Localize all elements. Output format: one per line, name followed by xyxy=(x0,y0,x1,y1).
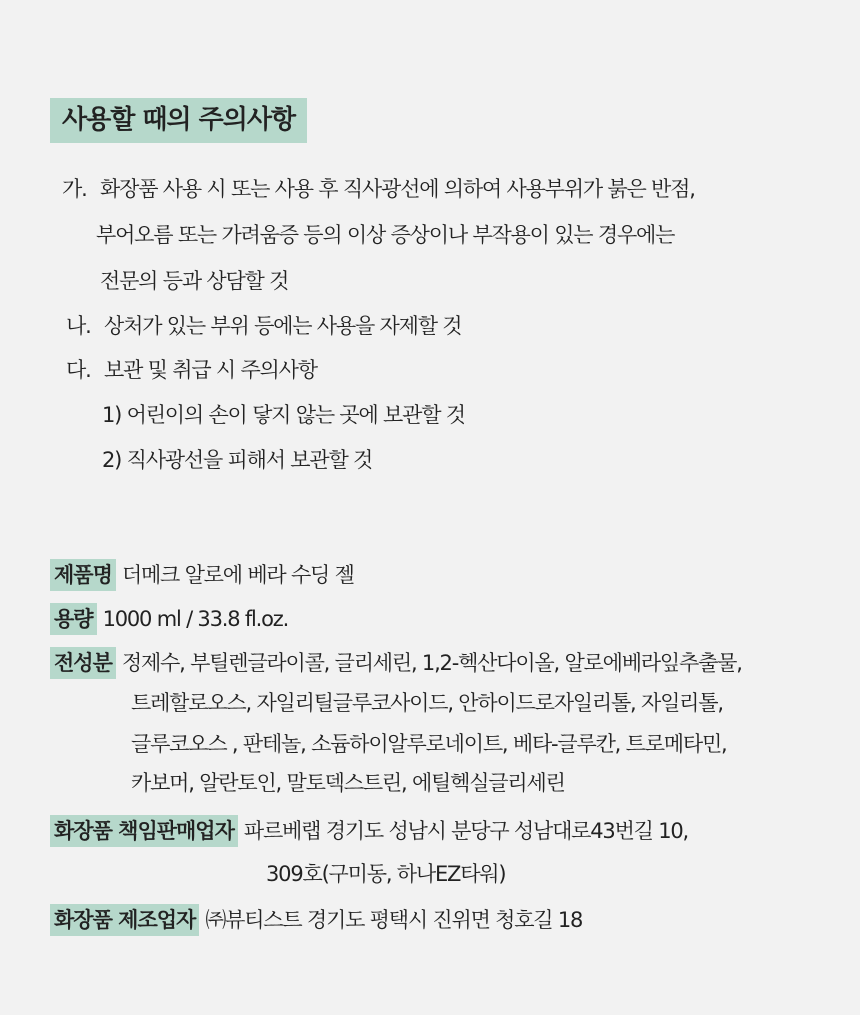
product-name-row xyxy=(50,559,354,591)
seller-address-line2: 309호(구미동, 하나EZ타워) xyxy=(266,862,506,886)
caution-item-a-line3: 전문의 등과 상담할 것 xyxy=(100,269,289,293)
caution-item-c xyxy=(66,355,317,385)
product-name-label: 제품명 xyxy=(50,559,116,591)
caution-item-a-line2: 부어오름 또는 가려움증 등의 이상 증상이나 부작용이 있는 경우에는 xyxy=(96,223,675,247)
item-marker: 나. xyxy=(66,314,91,338)
seller-row xyxy=(50,815,688,847)
volume-label: 용량 xyxy=(50,603,97,635)
seller-label: 화장품 책임판매업자 xyxy=(50,815,238,847)
caution-item-a xyxy=(62,174,695,204)
ingredients-line: 정제수, 부틸렌글라이콜, 글리세린, 1,2-헥산다이올, 알로에베라잎추출물, xyxy=(121,651,742,675)
caution-title: 사용할 때의 주의사항 xyxy=(50,98,307,143)
ingredients-row xyxy=(50,647,742,679)
ingredients-line: 글루코오스 , 판테놀, 소듐하이알루로네이트, 베타-글루칸, 트로메타민, xyxy=(131,732,727,756)
ingredients-label: 전성분 xyxy=(50,647,116,679)
item-text: 상처가 있는 부위 등에는 사용을 자제할 것 xyxy=(104,314,462,338)
item-text: 보관 및 취급 시 주의사항 xyxy=(104,358,317,382)
volume-row xyxy=(50,603,288,635)
ingredients-line: 트레할로오스, 자일리틸글루코사이드, 안하이드로자일리톨, 자일리톨, xyxy=(131,691,723,715)
caution-subitem-2: 2) 직사광선을 피해서 보관할 것 xyxy=(102,448,373,472)
item-marker: 다. xyxy=(66,358,91,382)
volume-value: 1000 ml / 33.8 fl.oz. xyxy=(102,607,289,631)
seller-address: 파르베랩 경기도 성남시 분당구 성남대로43번길 10, xyxy=(243,819,689,843)
product-name-value: 더메크 알로에 베라 수딩 젤 xyxy=(121,563,354,587)
maker-label: 화장품 제조업자 xyxy=(50,904,199,936)
caution-subitem-1: 1) 어린이의 손이 닿지 않는 곳에 보관할 것 xyxy=(102,403,465,427)
ingredients-line: 카보머, 알란토인, 말토덱스트린, 에틸헥실글리세린 xyxy=(131,771,565,795)
caution-item-b xyxy=(66,311,461,341)
maker-value: ㈜뷰티스트 경기도 평택시 진위면 청호길 18 xyxy=(205,908,583,932)
maker-row xyxy=(50,904,582,936)
item-marker: 가. xyxy=(62,177,87,201)
item-text: 화장품 사용 시 또는 사용 후 직사광선에 의하여 사용부위가 붉은 반점, xyxy=(100,177,695,201)
